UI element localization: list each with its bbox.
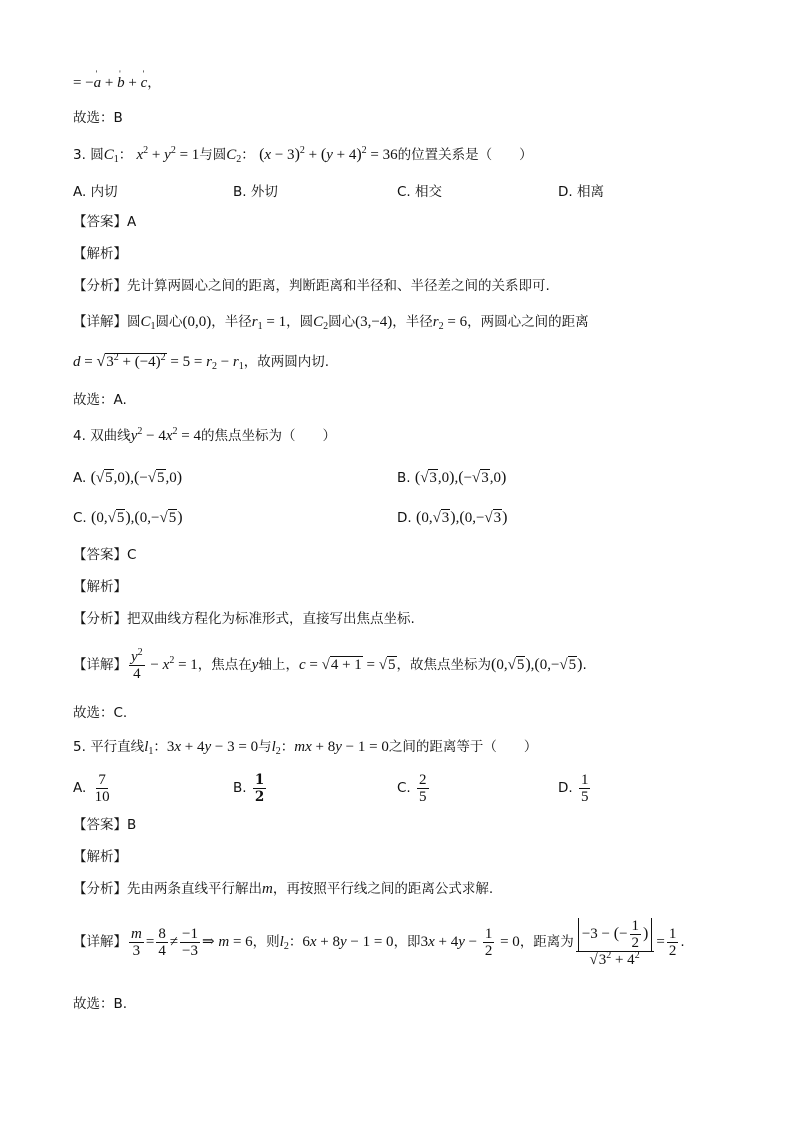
vector-equation-line: = −' a + ' b + ' c， — [73, 73, 161, 93]
q5-stem: 5. 平行直线$l_1$：3x + 4y − 3 = 0与$l_2$：mx + 8y − 1 = 0之间的距离等于（ ） — [73, 739, 538, 757]
q3-option-b: B. 外切 — [233, 184, 278, 200]
q3-stem: 3. 圆$C_1$： $x^2 + y^2 = 1$与圆$C_2$： $(x - 3)^2 + (y + 4)^2 = 36$的位置关系是（ ） — [73, 145, 533, 165]
q4-answer: 【答案】C — [73, 547, 137, 563]
q4-option-a: A. (√5,0),(−√5,0) — [73, 469, 183, 486]
q3-analysis-heading: 【解析】 — [73, 246, 127, 262]
q5-answer: 【答案】B — [73, 817, 137, 833]
q5-fenxi: 【分析】先由两条直线平行解出m，再按照平行线之间的距离公式求解. — [73, 881, 494, 897]
q3-option-a: A. 内切 — [73, 184, 118, 200]
q5-option-d: D. $\frac{1}{5}$ — [558, 772, 589, 805]
q4-option-d: D. (0,√3),(0,−√3) — [397, 509, 508, 526]
q5-analysis-heading: 【解析】 — [73, 849, 127, 865]
q3-detail-line2: $d = √3^2 + (-4)^2 = 5 = r_2 - r_1$，故两圆内切. — [73, 352, 330, 372]
q3-detail-line1: 【详解】圆$C_1$圆心(0,0)，半径$r_1 = 1$，圆$C_2$圆心(3,−4)，半径$r_2 = 6$，两圆心之间的距离 — [73, 314, 589, 332]
q4-stem: 4. 双曲线$y^2 - 4x^2 = 4$的焦点坐标为（ ） — [73, 426, 336, 444]
q5-detail: 【详解】 $\frac{m}{3}$ = $\frac{8}{4}$ ≠ $\frac{-1}{-3}$ ⇒ m = 6，则$l_2$：6x + 8y − 1 = 0，即3x + 4y − $\frac{1}{2}$ = 0，距离为 −3 − (− $\frac{1}{2}$ ) $√3^2 + 4^2$ = $\frac{1}{2}$ . — [73, 917, 685, 968]
q5-choice: 故选：B. — [73, 996, 128, 1012]
q4-option-b: B. (√3,0),(−√3,0) — [397, 469, 507, 486]
q3-answer: 【答案】A — [73, 214, 137, 230]
q3-option-c: C. 相交 — [397, 184, 443, 200]
q3-choice: 故选：A. — [73, 392, 127, 408]
q4-fenxi: 【分析】把双曲线方程化为标准形式，直接写出焦点坐标. — [73, 611, 415, 627]
q3-fenxi: 【分析】先计算两圆心之间的距离，判断距离和半径和、半径差之间的关系即可. — [73, 278, 550, 294]
q4-option-c: C. (0,√5),(0,−√5) — [73, 509, 183, 526]
q5-option-c: C. $\frac{2}{5}$ — [397, 772, 427, 805]
q5-option-a: A. $\frac{7}{10}$ — [73, 772, 110, 805]
q4-choice: 故选：C. — [73, 705, 128, 721]
q3-option-d: D. 相离 — [558, 184, 604, 200]
q5-option-b: B. $\frac{1}{2}$ — [233, 772, 265, 805]
q4-analysis-heading: 【解析】 — [73, 579, 127, 595]
q4-detail: 【详解】 $\frac{y^2}{4}$ − $x^2 = 1$，焦点在y轴上，c = √4 + 1 = √5，故焦点坐标为(0,√5),(0,−√5). — [73, 647, 587, 683]
prev-choice: 故选：B — [73, 110, 123, 126]
